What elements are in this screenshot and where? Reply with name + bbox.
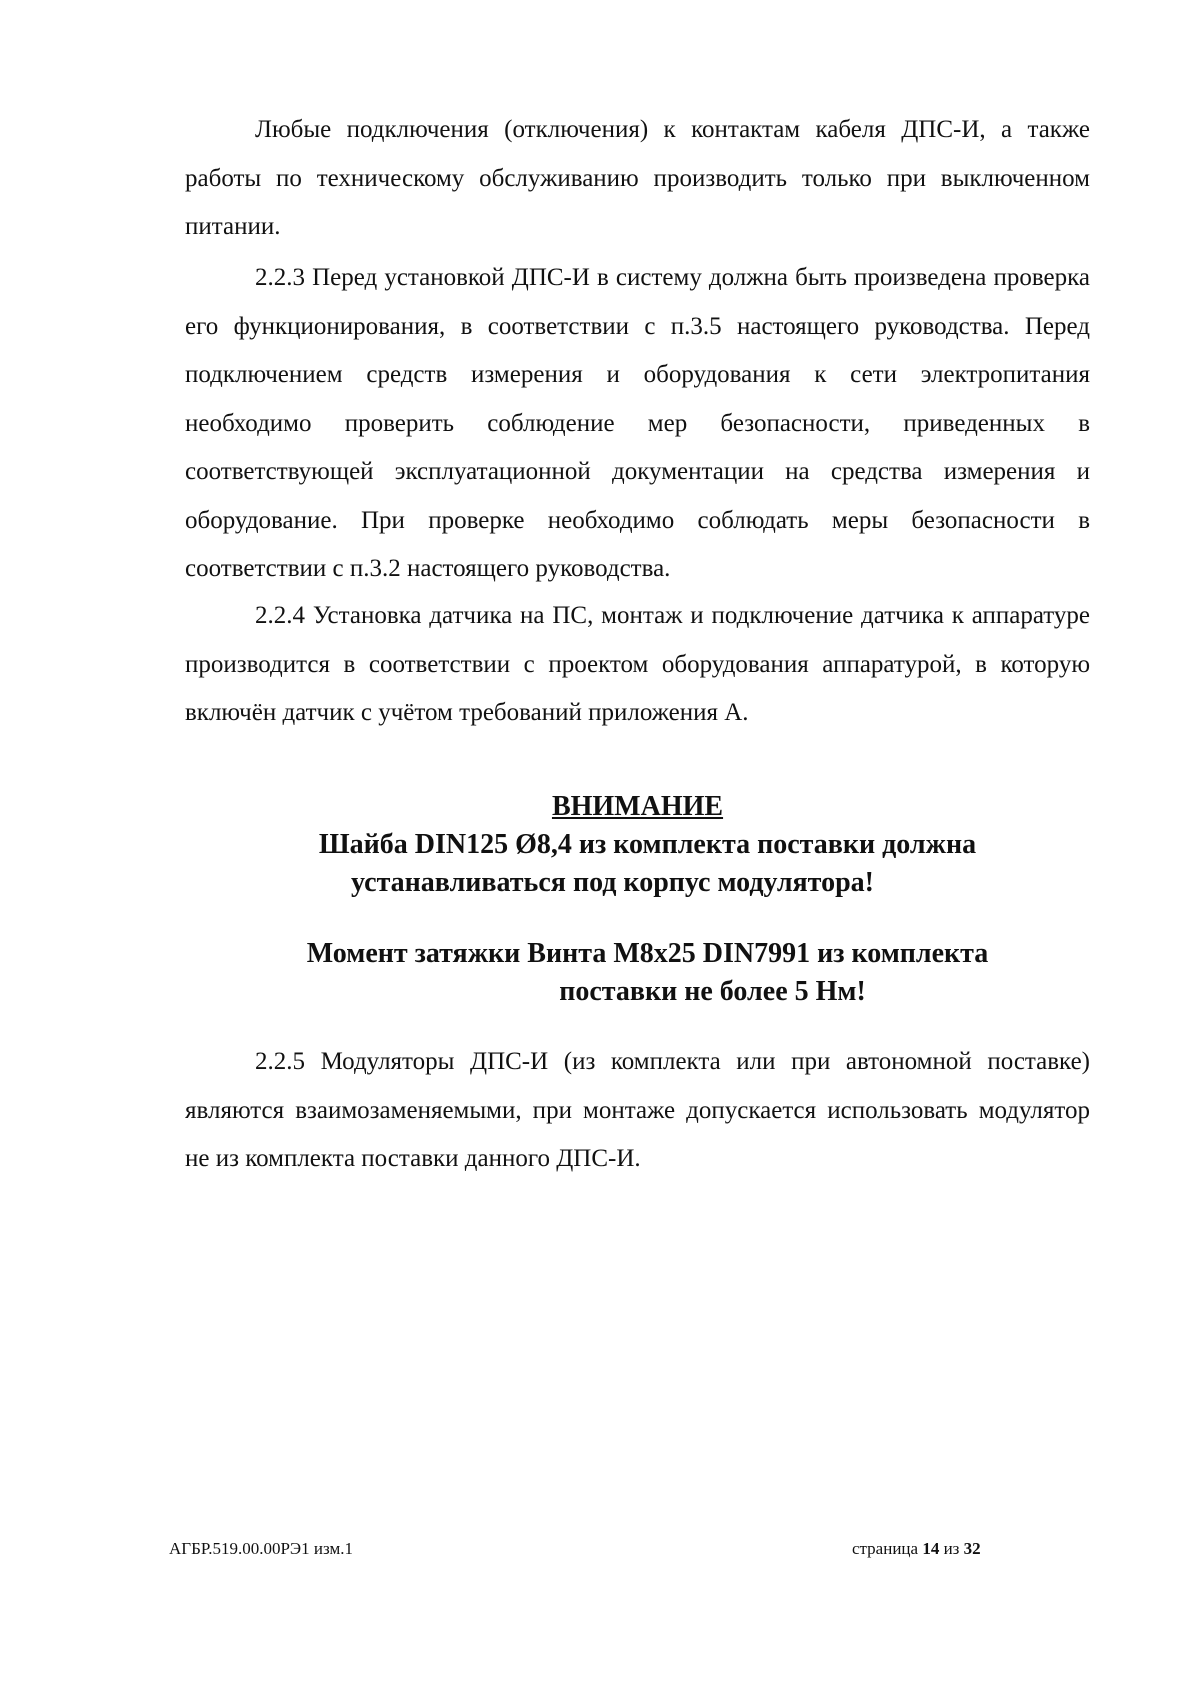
warning-washer-line-2: устанавливаться под корпус модулятора! <box>351 867 874 898</box>
footer-document-id: АГБР.519.00.00РЭ1 изм.1 <box>169 1539 353 1558</box>
paragraph-power-off <box>185 106 1090 252</box>
warning-title: ВНИМАНИЕ <box>551 791 724 822</box>
footer-page-number <box>852 1538 981 1560</box>
warning-washer-line-1: Шайба DIN125 Ø8,4 из комплекта поставки должна <box>318 829 977 860</box>
footer-page-current: 14 <box>922 1539 940 1558</box>
paragraph-text: Любые подключения (отключения) к контактам кабеля ДПС-И, а также работы по техническому обслуживанию производить только при выключенном питании. <box>185 116 1090 240</box>
paragraph-text: 2.2.5 Модуляторы ДПС-И (из комплекта или при автономной поставке) являются взаимозаменяемыми, при монтаже допускается использовать модулятор не из комплекта поставки данного ДПС-И. <box>185 1048 1090 1172</box>
warning-torque-line-1: Момент затяжки Винта М8х25 DIN7991 из комплекта <box>306 938 989 969</box>
footer-page-total: 32 <box>963 1539 981 1558</box>
paragraph-2-2-5 <box>185 1038 1090 1184</box>
footer-page-label: страница <box>852 1539 919 1558</box>
paragraph-2-2-3 <box>185 254 1090 594</box>
warning-torque-line-2: поставки не более 5 Нм! <box>559 976 866 1007</box>
paragraph-text: 2.2.3 Перед установкой ДПС-И в систему должна быть произведена проверка его функционирования, в соответствии с п.3.5 настоящего руководства. Перед подключением средств измерения и оборудования к сети электропитания необходимо проверить соблюдение мер безопасности, приведенных в соответствующей эксплуатационной документации на средства измерения и оборудование. При проверке необходимо соблюдать меры безопасности в соответствии с п.3.2 настоящего руководства. <box>185 264 1090 582</box>
footer-page-of: из <box>943 1539 960 1558</box>
paragraph-text: 2.2.4 Установка датчика на ПС, монтаж и подключение датчика к аппаратуре производится в соответствии с проектом оборудования аппаратурой, в которую включён датчик с учётом требований приложения А. <box>185 602 1090 726</box>
paragraph-2-2-4 <box>185 592 1090 738</box>
